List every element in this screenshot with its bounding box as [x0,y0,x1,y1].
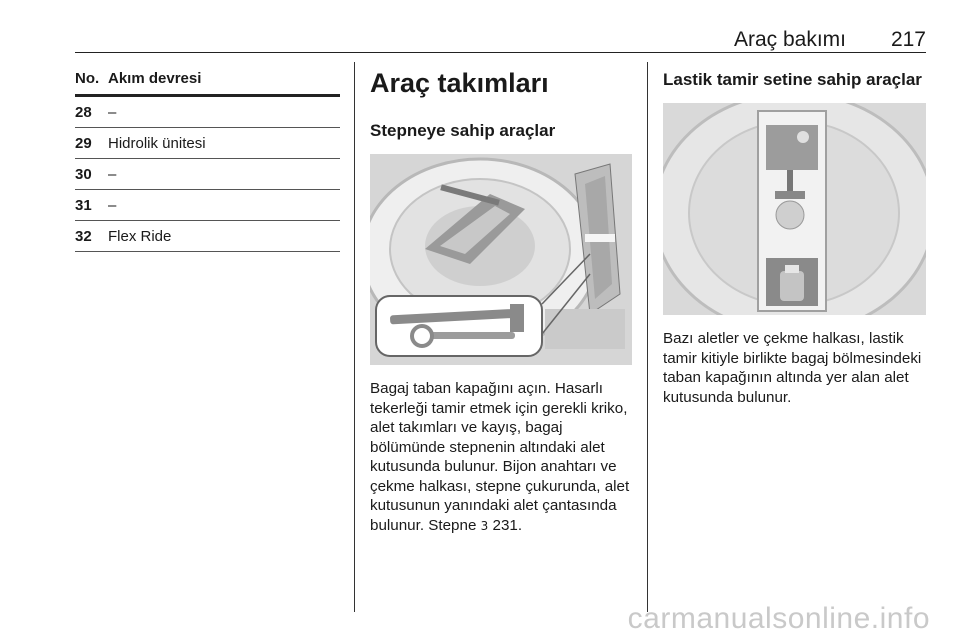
row-description: – [108,165,117,183]
column-divider-2 [647,62,648,612]
row-number: 31 [75,196,92,214]
page-title: Araç bakımı [733,28,846,51]
arrow-ref-icon: 3 [480,518,489,533]
row-description: – [108,103,117,121]
subsection-spare-wheel: Stepneye sahip araçlar [370,121,556,140]
row-description: Hidrolik ünitesi [108,134,206,152]
page-number: 217 [890,28,926,51]
section-title: Araç takımları [370,68,549,98]
subsection-repair-kit: Lastik tamir setine sahip araçlar [663,70,922,89]
column-repair-kit [663,62,926,407]
page-ref-link[interactable]: 231. [492,516,523,534]
spare-wheel-tools-illustration [370,154,632,365]
page-header [75,18,926,53]
table-row [75,128,340,159]
row-number: 32 [75,227,92,245]
table-row [75,159,340,190]
table-row [75,221,340,252]
row-number: 30 [75,165,92,183]
table-row [75,97,340,128]
paragraph-repair-kit: Bazı aletler ve çekme halkası, lastik tamir kitiyle birlikte bagaj bölmesindeki taban kapağının altında yer alan alet kutusunda bulunur. [663,330,922,406]
column-divider-1 [354,62,355,612]
paragraph-text: Bagaj taban kapağını açın. Hasarlı tekerleği tamir etmek için gerekli kriko, alet takımları ve kayış, bagaj bölümünde stepnenin altındaki alet kutusunda bulunur. Bijon anahtarı ve çekme halkası, stepne çukurunda, alet kutusunun yanındaki alet çantasında bulunur. Stepne [370,380,630,534]
table-header [75,62,340,97]
watermark: carmanualsonline.info [627,602,930,635]
row-number: 29 [75,134,92,152]
column-tools [370,62,632,536]
paragraph-spare-wheel [370,379,632,536]
repair-kit-tools-illustration [663,103,926,315]
row-number: 28 [75,103,92,121]
row-description: Flex Ride [108,227,172,245]
header-circuit: Akım devresi [108,69,202,87]
row-description: – [108,196,117,214]
fuse-table [75,62,340,252]
header-no: No. [75,69,100,87]
table-row [75,190,340,221]
